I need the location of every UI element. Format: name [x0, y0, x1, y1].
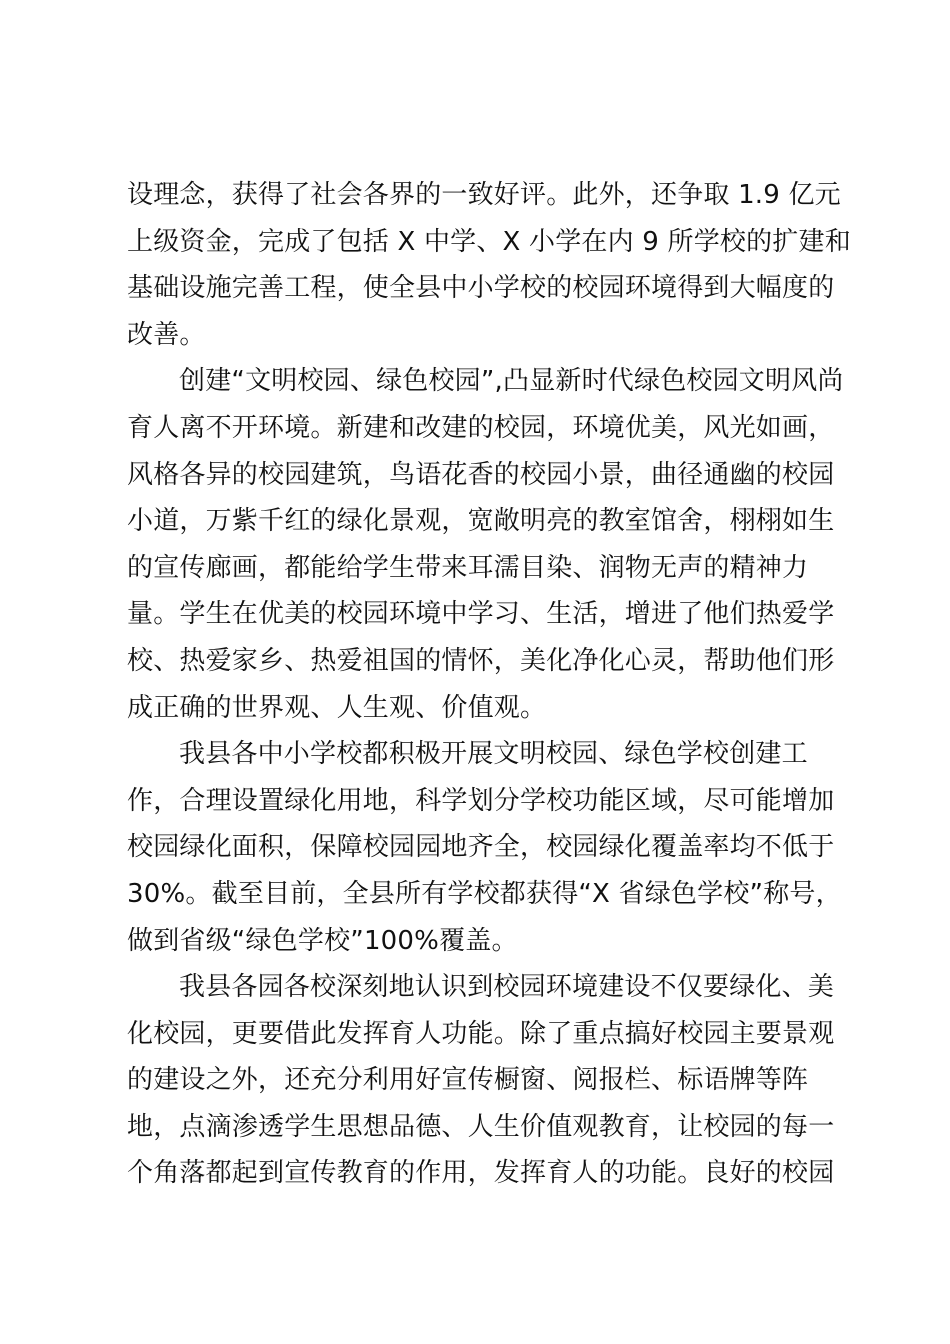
text-line: 个角落都起到宣传教育的作用，发挥育人的功能。良好的校园: [127, 1158, 835, 1189]
paragraph-first-line: 我县各园各校深刻地认识到校园环境建设不仅要绿化、美: [179, 972, 835, 1003]
text-line: 成正确的世界观、人生观、价值观。: [127, 692, 547, 723]
text-line: 的建设之外，还充分利用好宣传橱窗、阅报栏、标语牌等阵: [127, 1065, 809, 1096]
text-line: 30%。截至目前，全县所有学校都获得“X 省绿色学校”称号，: [127, 878, 842, 909]
text-line: 做到省级“绿色学校”100%覆盖。: [127, 925, 518, 956]
text-line: 校园绿化面积，保障校园园地齐全，校园绿化覆盖率均不低于: [127, 832, 835, 863]
text-line: 改善。: [127, 319, 206, 350]
text-line: 育人离不开环境。新建和改建的校园，环境优美，风光如画，: [127, 412, 835, 443]
text-line: 量。学生在优美的校园环境中学习、生活，增进了他们热爱学: [127, 599, 835, 630]
text-line: 风格各异的校园建筑，鸟语花香的校园小景，曲径通幽的校园: [127, 459, 835, 490]
text-line: 的宣传廊画，都能给学生带来耳濡目染、润物无声的精神力: [127, 552, 809, 583]
document-body: [127, 172, 851, 1197]
text-line: 校、热爱家乡、热爱祖国的情怀，美化净化心灵，帮助他们形: [127, 645, 835, 676]
text-line: 小道，万紫千红的绿化景观，宽敞明亮的教室馆舍，栩栩如生: [127, 506, 835, 537]
text-line: 地，点滴渗透学生思想品德、人生价值观教育，让校园的每一: [127, 1111, 835, 1142]
text-line: 设理念，获得了社会各界的一致好评。此外，还争取 1.9 亿元: [127, 180, 841, 210]
text-line: 化校园，更要借此发挥育人功能。除了重点搞好校园主要景观: [127, 1018, 835, 1049]
paragraph-heading-line: 创建“文明校园、绿色校园”,凸显新时代绿色校园文明风尚: [179, 366, 844, 397]
text-line: 上级资金，完成了包括 X 中学、X 小学在内 9 所学校的扩建和: [127, 226, 851, 257]
text-line: 作，合理设置绿化用地，科学划分学校功能区域，尽可能增加: [127, 785, 835, 816]
text-line: 基础设施完善工程，使全县中小学校的校园环境得到大幅度的: [127, 273, 835, 304]
paragraph-first-line: 我县各中小学校都积极开展文明校园、绿色学校创建工: [179, 739, 808, 770]
